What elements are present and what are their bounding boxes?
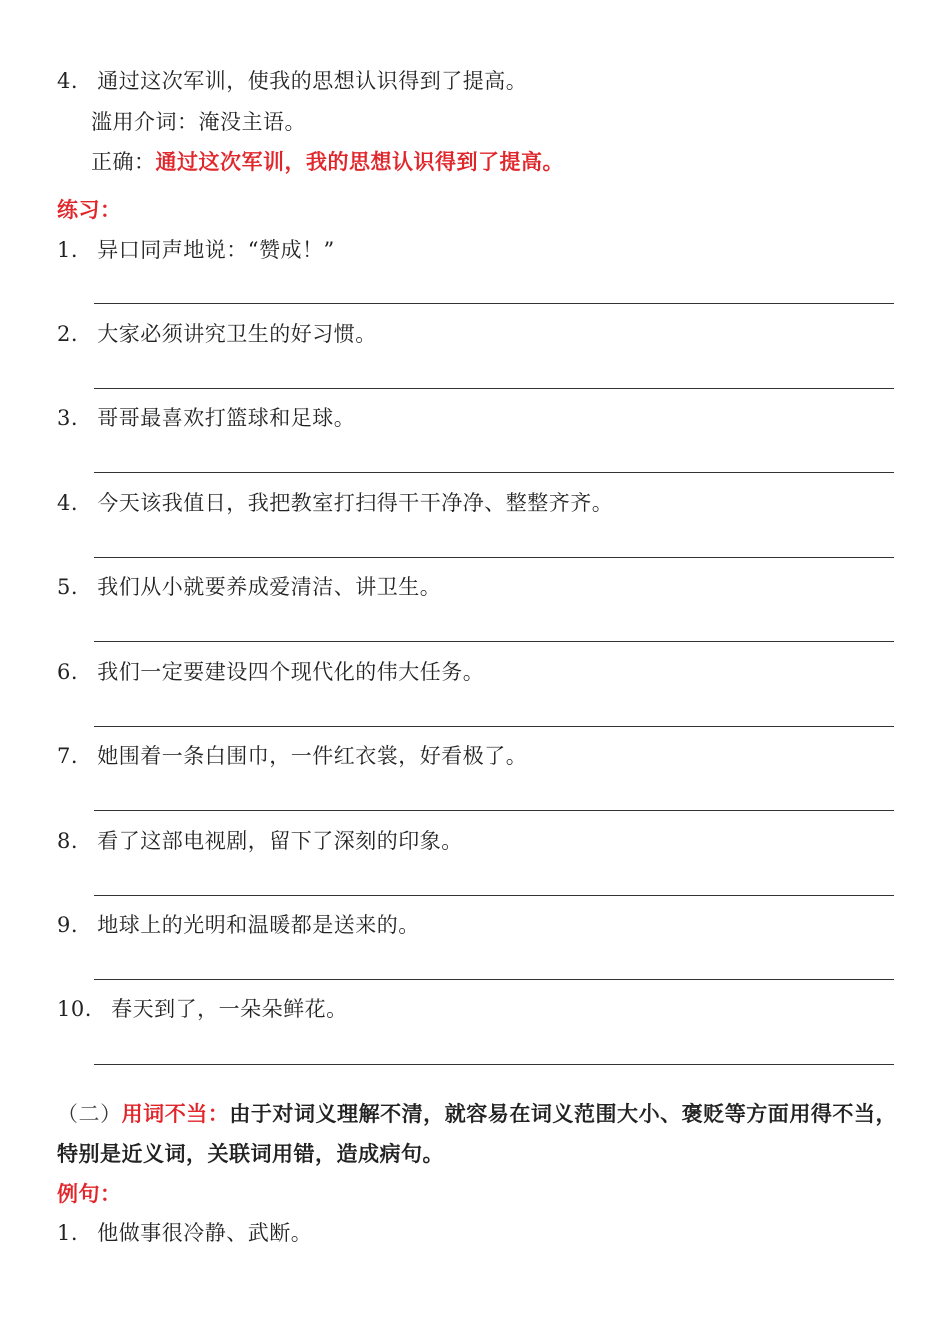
exercise-heading: 练习： [57, 197, 122, 222]
exercise-item [57, 489, 613, 517]
exercise-item [57, 404, 355, 432]
exercise-text: 今天该我值日，我把教室打扫得干干净净、整整齐齐。 [97, 491, 614, 515]
exercise-text: 地球上的光明和温暖都是送来的。 [97, 913, 420, 937]
exercise-number: 5. [57, 575, 79, 599]
exercise-number: 9. [57, 913, 79, 937]
answer-line[interactable] [94, 472, 894, 473]
exercise-item [57, 742, 527, 770]
example-text: 通过这次军训，使我的思想认识得到了提高。 [97, 69, 528, 93]
correct-label: 正确： [91, 150, 156, 174]
exercise-text: 春天到了，一朵朵鲜花。 [111, 997, 348, 1021]
example-number: 1. [57, 1221, 79, 1245]
correct-text: 通过这次军训，我的思想认识得到了提高。 [155, 149, 564, 174]
exercise-text: 她围着一条白围巾，一件红衣裳，好看极了。 [97, 744, 528, 768]
exercise-item [57, 658, 484, 686]
example-analysis: 滥用介词：淹没主语。 [91, 110, 306, 134]
exercise-text: 我们从小就要养成爱清洁、讲卫生。 [97, 575, 442, 599]
exercise-text: 看了这部电视剧，留下了深刻的印象。 [97, 829, 463, 853]
section-text: 由于对词义理解不清，就容易在词义范围大小、褒贬等方面用得不当，特别是近义词，关联词用错，造成病句。 [57, 1101, 898, 1166]
answer-line[interactable] [94, 1064, 894, 1065]
example-text: 他做事很冷静、武断。 [97, 1221, 313, 1245]
answer-line[interactable] [94, 895, 894, 896]
answer-line[interactable] [94, 726, 894, 727]
exercise-item [57, 995, 348, 1023]
exercise-text: 哥哥最喜欢打篮球和足球。 [97, 406, 356, 430]
answer-line[interactable] [94, 979, 894, 980]
exercise-text: 异口同声地说：“赞成！” [97, 238, 335, 262]
exercise-item [57, 573, 441, 601]
exercise-number: 6. [57, 660, 79, 684]
section-title: 用词不当： [121, 1101, 230, 1126]
example-heading: 例句： [57, 1181, 122, 1206]
answer-line[interactable] [94, 557, 894, 558]
exercise-number: 2. [57, 322, 79, 346]
exercise-number: 3. [57, 406, 79, 430]
answer-line[interactable] [94, 303, 894, 304]
exercise-item [57, 236, 335, 264]
section-description [57, 1094, 897, 1174]
example-correction [91, 148, 564, 176]
example-sentence [57, 67, 527, 95]
exercise-number: 10. [57, 997, 92, 1021]
exercise-item [57, 320, 377, 348]
answer-line[interactable] [94, 388, 894, 389]
exercise-text: 大家必须讲究卫生的好习惯。 [97, 322, 377, 346]
answer-line[interactable] [94, 641, 894, 642]
exercise-number: 7. [57, 744, 79, 768]
exercise-number: 8. [57, 829, 79, 853]
section-prefix: （二） [57, 1102, 122, 1126]
answer-line[interactable] [94, 810, 894, 811]
example-item [57, 1219, 312, 1247]
exercise-item [57, 827, 463, 855]
exercise-number: 4. [57, 491, 79, 515]
exercise-text: 我们一定要建设四个现代化的伟大任务。 [97, 660, 485, 684]
example-number: 4. [57, 69, 79, 93]
exercise-number: 1. [57, 238, 79, 262]
exercise-item [57, 911, 420, 939]
